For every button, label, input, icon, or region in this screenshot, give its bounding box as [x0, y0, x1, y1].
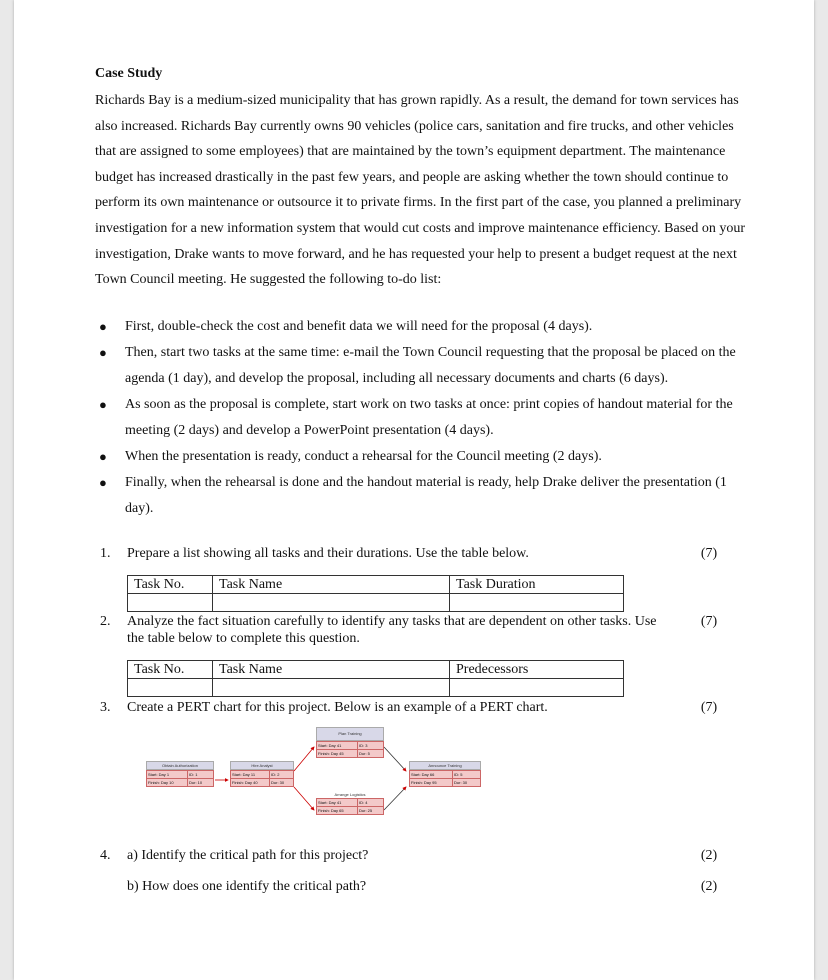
connector-4-5 — [384, 787, 406, 810]
list-item: ● Then, start two tasks at the same time: e-mail the Town Council requesting that the proposal be placed on the agenda (1 day), and develop the proposal, including all necessary documents and charts (6 days). — [95, 340, 755, 392]
list-item: ● When the presentation is ready, conduct a rehearsal for the Council meeting (2 days). — [95, 444, 755, 470]
intro-paragraph: Richards Bay is a medium-sized municipality that has grown rapidly. As a result, the demand for town services has also increased. Richards Bay currently owns 90 vehicles (police cars, sanitation and fire trucks, and other vehicles that are assigned to some employees) that are maintained by the town’s equipment department. The maintenance budget has increased drastically in the past few years, and people are asking whether the town should continue to perform its own maintenance or outsource it to private firms. In the first part of the case, you planned a preliminary investigation for a new information system that would cut costs and improve maintenance efficiency. Based on your investigation, Drake wants to move forward, and he has requested your help to present a budget request at the next Town Council meeting. He suggested the following to-do list: — [95, 93, 746, 288]
column-header: Task No. — [128, 576, 213, 594]
connector-2-3 — [294, 747, 314, 771]
column-header: Task No. — [128, 661, 213, 679]
bullet-icon: ● — [99, 475, 107, 490]
marks: (7) — [700, 614, 718, 629]
list-item: ● As soon as the proposal is complete, start work on two tasks at once: print copies of handout material for the meeting (2 days) and develop a PowerPoint presentation (4 days). — [95, 392, 755, 444]
marks: (7) — [700, 700, 718, 715]
marks: (2) — [700, 848, 718, 863]
table-row — [128, 661, 624, 679]
predecessors-table — [127, 660, 624, 697]
pert-node: Obtain Authorization Start: Day 1 ID: 1 Finish: Day 10 Dur: 10 — [146, 761, 214, 787]
table-cell[interactable] — [450, 594, 624, 612]
pert-node: Announce Training Start: Day 66 ID: 5 Finish: Day 95 Dur: 30 — [409, 761, 481, 787]
marks: (7) — [700, 546, 718, 561]
table-row — [128, 594, 624, 612]
pert-node: Arrange Logistics Start: Day 41 ID: 4 Finish: Day 65 Dur: 25 — [316, 791, 384, 815]
table-cell[interactable] — [213, 679, 450, 697]
bullet-icon: ● — [99, 319, 107, 334]
column-header: Task Name — [213, 661, 450, 679]
task-duration-table — [127, 575, 624, 612]
column-header: Task Name — [213, 576, 450, 594]
case-study-title: Case Study — [95, 66, 163, 81]
bullet-icon: ● — [99, 397, 107, 412]
table-cell[interactable] — [450, 679, 624, 697]
marks: (2) — [700, 879, 718, 894]
table-cell[interactable] — [213, 594, 450, 612]
connector-2-4 — [294, 787, 314, 810]
list-item: ● First, double-check the cost and benefit data we will need for the proposal (4 days). — [95, 314, 755, 340]
table-cell[interactable] — [128, 679, 213, 697]
column-header: Task Duration — [450, 576, 624, 594]
bullet-icon: ● — [99, 449, 107, 464]
table-row — [128, 679, 624, 697]
table-row — [128, 576, 624, 594]
table-cell[interactable] — [128, 594, 213, 612]
column-header: Predecessors — [450, 661, 624, 679]
todo-list — [95, 314, 755, 522]
bullet-icon: ● — [99, 345, 107, 360]
document-page: Case Study Richards Bay is a medium-sized municipality that has grown rapidly. As a result, the demand for town services has also increased. Richards Bay currently owns 90 vehicles (police cars, sanitation and fire trucks, and other vehicles that are assigned to some employees) that are maintained by the town’s equipment department. The maintenance budget has increased drastically in the past few years, and people are asking whether the town should continue to perform its own maintenance or outsource it to private firms. In the first part of the case, you planned a preliminary investigation for a new information system that would cut costs and improve maintenance efficiency. Based on your investigation, Drake wants to move forward, and he has requested your help to present a budget request at the next Town Council meeting. He suggested the following to-do list: ● First, double-check the cost and benefit data we will need for the proposal (4 days). ● Then, start two tasks at the same time: e-mail the Town Council requesting that the proposal be placed on the agenda (1 day), and develop the proposal, including all necessary documents and charts (6 days). ● As soon as the proposal is complete, start work on two tasks at once: print copies of handout material for the meeting (2 days) and develop a PowerPoint presentation (4 days). ● When the presentation is ready, conduct a rehearsal for the Council meeting (2 days). ● Finally, when the rehearsal is done and the handout material is ready, help Drake deliver the presentation (1 day). 1. Prepare a list showing all tasks and their durations. Use the table below. (7) Task No. Task Name Task Duration 2. Analyze the fact situation carefully to identify any tasks that are dependent on other tasks. Use the table below to complete this question. (7) Task No. Task Name Predecessors 3. Create a PERT chart for this project. Below is an example of a PERT chart. (7) Obtain Authorization Start: Day 1 ID: 1 Finish: Day 10 Dur: 10 Hire Analyst Start: Day 11 ID: 2 Finish: Day 40 Dur: 30 Plan Training Start: Day 41 ID: 3 Finish: Day 45 Dur: 5 Arrange Logistics Start: Day 41 ID: 4 Finish: Day 65 Dur: 25 Announce Training Start: Day 66 ID: 5 Finish: Day 95 Dur: 30 4. a) Identify the critical path for this project? (2) b) How does one identify the critical path? (2) — [14, 0, 814, 980]
pert-chart-example — [144, 727, 484, 827]
list-item: ● Finally, when the rehearsal is done and the handout material is ready, help Drake deliver the presentation (1 day). — [95, 470, 755, 522]
connector-3-5 — [384, 747, 406, 771]
pert-node: Hire Analyst Start: Day 11 ID: 2 Finish: Day 40 Dur: 30 — [230, 761, 294, 787]
pert-node: Plan Training Start: Day 41 ID: 3 Finish: Day 45 Dur: 5 — [316, 727, 384, 758]
